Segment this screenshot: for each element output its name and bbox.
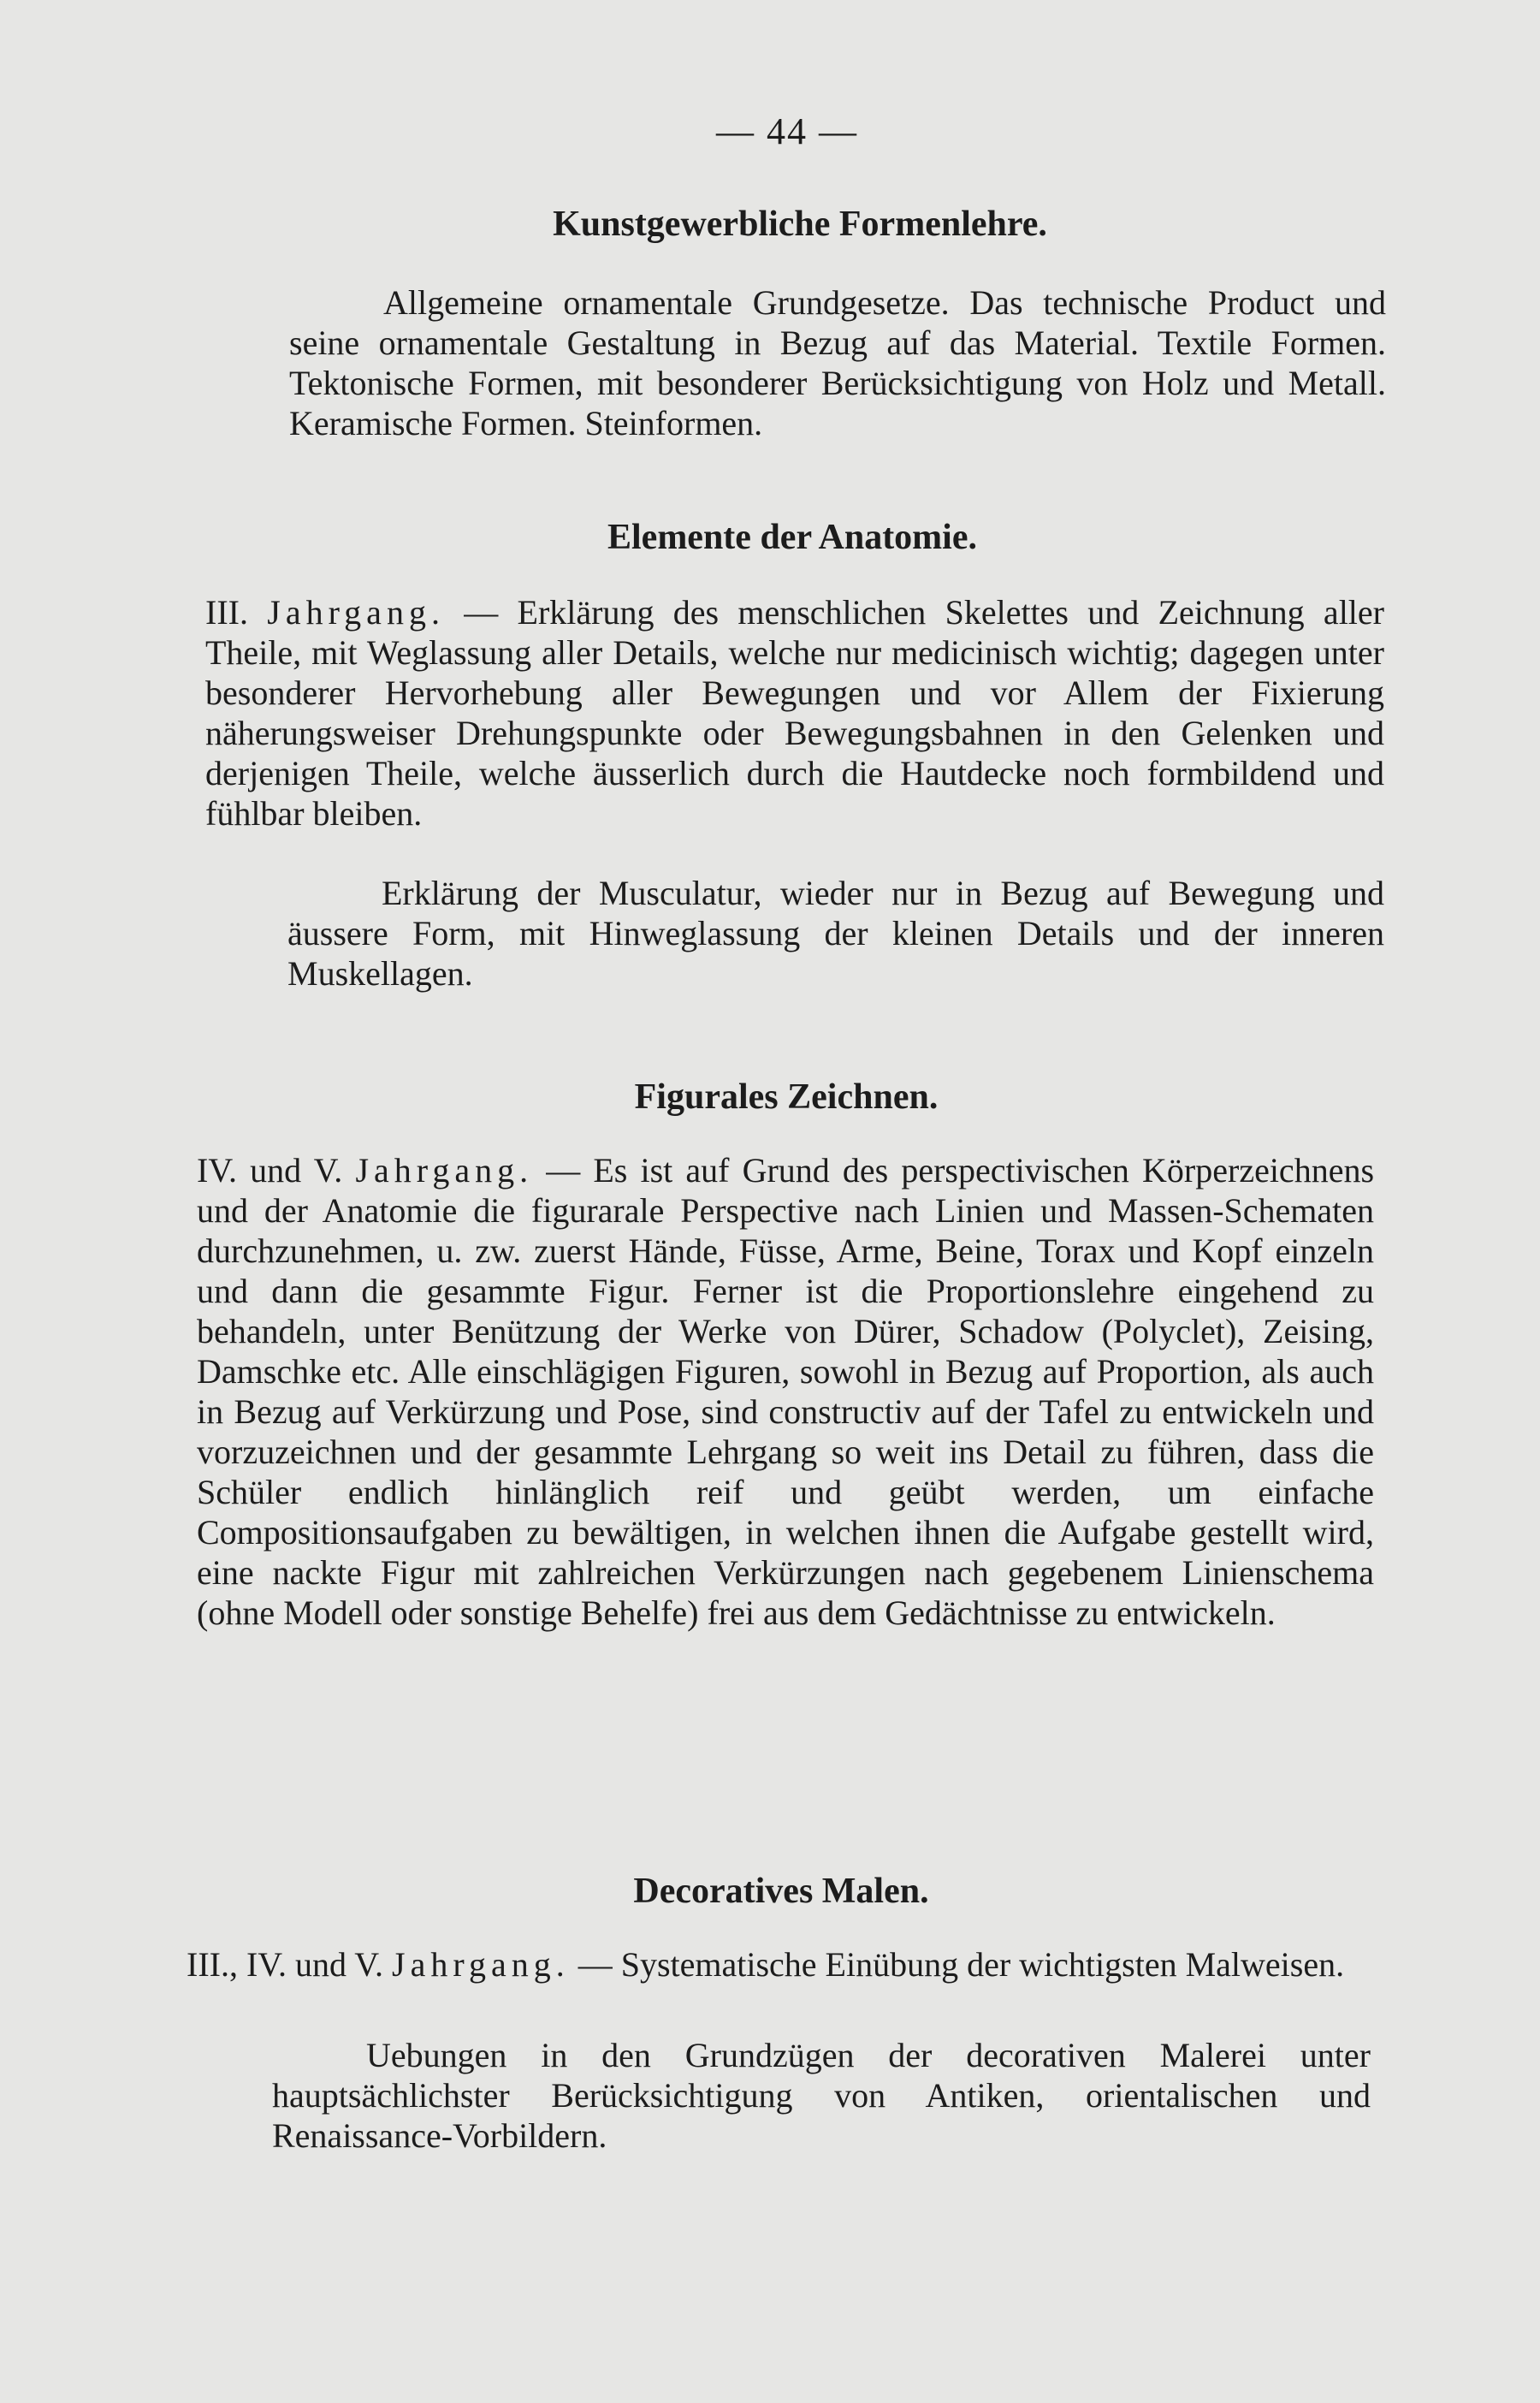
paragraph-anatomie-skelett: III. Jahrgang. — Erklärung des menschlichen Skelettes und Zeichnung aller Theile, mit Weglassung aller Details, welche nur medicinisch wichtig; dagegen unter besonderer Hervorhebung aller Bewegungen und vor Allem der Fixierung näherungsweiser Drehungspunkte oder Bewegungsbahnen in den Gelenken und derjenigen Theile, welche äusserlich durch die Hautdecke noch formbildend und fühlbar bleiben.: [205, 593, 1384, 833]
year-label: Jahrgang.: [392, 1945, 570, 1984]
paragraph-figurales-zeichnen: IV. und V. Jahrgang. — Es ist auf Grund des perspectivischen Körperzeichnens und der Anatomie die figurarale Perspective nach Linien und Massen-Schematen durchzunehmen, u. zw. zuerst Hände, Füsse, Arme, Beine, Torax und Kopf einzeln und dann die gesammte Figur. Ferner ist die Proportionslehre eingehend zu behandeln, unter Benützung der Werke von Dürer, Schadow (Polyclet), Zeising, Damschke etc. Alle einschlägigen Figuren, sowohl in Bezug auf Proportion, als auch in Bezug auf Verkürzung und Pose, sind constructiv auf der Tafel zu entwickeln und vorzuzeichnen und der gesammte Lehrgang so weit ins Detail zu führen, dass die Schüler endlich hinlänglich reif und geübt werden, um einfache Compositionsaufgaben zu bewältigen, in welchen ihnen die Aufgabe gestellt wird, eine nackte Figur mit zahlreichen Verkürzungen nach gegebenem Linienschema (ohne Modell oder sonstige Behelfe) frei aus dem Gedächtnisse zu entwickeln.: [197, 1151, 1375, 1632]
paragraph-anatomie-musculatur: Erklärung der Musculatur, wieder nur in Bezug auf Bewegung und äussere Form, mit Hinweglassung der kleinen Details und der inneren Muskellagen.: [287, 874, 1384, 993]
section-heading-figurales: Figurales Zeichnen.: [634, 1077, 939, 1117]
year-prefix: IV. und V.: [197, 1151, 343, 1190]
section-heading-formenlehre: Kunstgewerbliche Formenlehre.: [553, 205, 1047, 244]
section-heading-malen: Decoratives Malen.: [633, 1872, 929, 1911]
paragraph-malen-uebungen: Uebungen in den Grundzügen der decorativen Malerei unter hauptsächlichster Berücksichtigung von Antiken, orientalischen und Renaissance-Vorbildern.: [272, 2036, 1371, 2155]
paragraph-malen-einuebung: III., IV. und V. Jahrgang. — Systematische Einübung der wichtigsten Malweisen.: [187, 1945, 1345, 1984]
year-prefix: III., IV. und V.: [187, 1945, 384, 1984]
section-heading-anatomie: Elemente der Anatomie.: [607, 518, 977, 557]
year-prefix: III.: [205, 593, 248, 632]
year-label: Jahrgang.: [355, 1151, 534, 1190]
paragraph-formenlehre: Allgemeine ornamentale Grundgesetze. Das technische Product und seine ornamentale Gestaltung in Bezug auf das Material. Textile Formen. Tektonische Formen, mit besonderer Berücksichtigung von Holz und Metall. Keramische Formen. Steinformen.: [289, 283, 1386, 442]
year-label: Jahrgang.: [267, 593, 445, 632]
page-number: — 44 —: [716, 110, 858, 152]
